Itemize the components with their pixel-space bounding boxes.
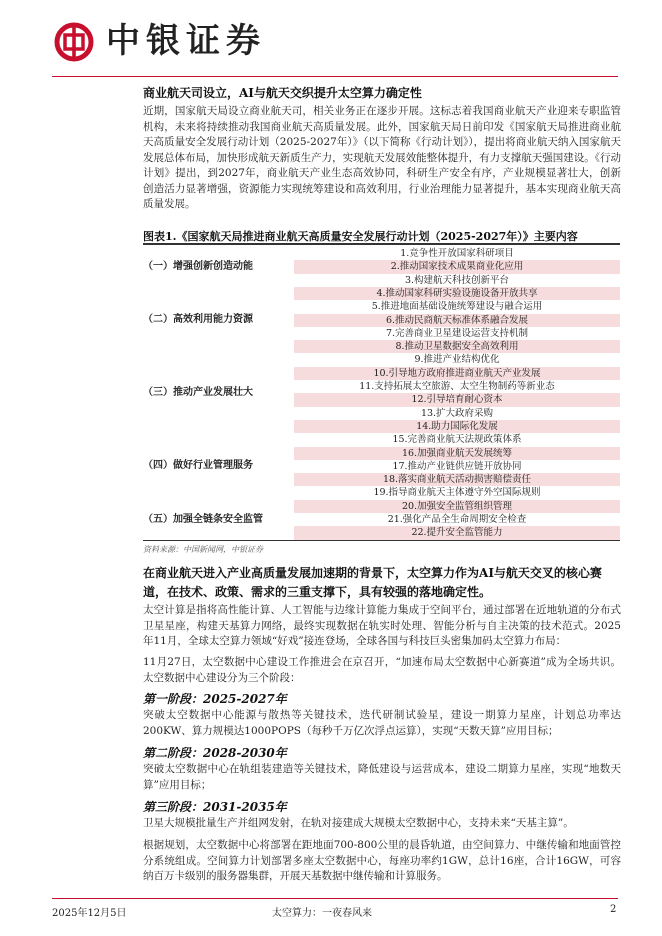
page-header [0,0,662,80]
table-row: 16.加强商业航天发展统筹 [294,447,620,460]
table-row: 4.推动国家科研实验设施设备开放共享 [294,287,620,300]
table-row: 10.引导地方政府推进商业航天产业发展 [294,367,620,380]
table-row: 3.构建航天科技创新平台 [404,274,510,286]
table-row: 6.推动民商航天标准体系融合发展 [294,314,620,327]
stage-text: 突破太空数据中心在轨组装建造等关键技术，降低建设与运营成本，建设二期算力星座，实现“地数天算”应用目标； [143,763,621,791]
stage-title: 第三阶段：2031-2035年 [143,800,287,814]
table-row: 9.推进产业结构优化 [414,354,500,366]
table-row: 13.扩大政府采购 [420,407,494,419]
intro-paragraph: 近期，国家航天局设立商业航天司，相关业务正在逐步开展。这标志着我国商业航天产业迎来专职监管机构，未来将持续推动我国商业航天高质量发展。此外，国家航天局日前印发《国家航天局推进商业航天高质量安全发展行动计划（2025-2027年）》（以下简称《行动计划》），提出将商业航天纳入国家航天发展总体布局，加快形成航天新质生产力，实现航天发展效能整体提升，有力支撑航天强国建设。《行动计划》提出，到2027年，商业航天产业生态高效协同，科研生产安全有序，产业规模显著壮大，创新创造活力显著增强，资源能力实现统筹建设和高效利用，行业治理能力显著提升，基本实现商业航天高质量发展。 [143,105,621,210]
figure-source: 资料来源：中国新闻网，中银证券 [143,545,263,554]
table-row: 14.助力国际化发展 [294,420,620,433]
table-row: 22.提升安全监管能力 [294,526,620,539]
body-paragraph: 太空计算是指将高性能计算、人工智能与边缘计算能力集成于空间平台，通过部署在近地轨道的分布式卫星星座，构建天基算力网络，最终实现数据在轨实时处理、智能分析与自主决策的技术范式。2025年11月，全球太空算力领域“好戏”接连登场，全球各国与科技巨头密集加码太空算力布局： [143,604,621,647]
stage-text: 突破太空数据中心能源与散热等关键技术，迭代研制试验星，建设一期算力星座，计划总功率达200KW、算力规模达1000POPS（每秒千万亿次浮点运算），实现“天数天算”应用目标； [143,709,621,737]
table-row: 19.指导商业航天主体遵守外空国际规则 [373,487,541,499]
table-row: 18.落实商业航天活动损害赔偿责任 [294,473,620,486]
table-row: 2.推动国家技术成果商业化应用 [294,260,620,273]
table-category: （一）增强创新创造动能 [143,260,253,272]
page-number: 2 [610,904,617,915]
header-rule [52,76,618,77]
stage-title: 第一阶段：2025-2027年 [143,692,287,706]
table-row: 17.推动产业链供应链开放协同 [392,460,522,472]
section-heading-2: 在商业航天进入产业高质量发展加速期的背景下，太空算力作为AI与航天交叉的核心赛道，在技术、政策、需求的三重支撑下，具有较强的落地确定性。 [143,566,602,599]
table-row: 20.加强安全监管组织管理 [294,500,620,513]
table-row: 15.完善商业航天法规政策体系 [392,434,522,446]
footer-date: 2025年12月5日 [52,908,127,919]
body-paragraph: 根据规划，太空数据中心将部署在距地面700-800公里的晨昏轨道，由空间算力、中继传输和地面管控分系统组成。空间算力计划部署多座太空数据中心，每座功率约1GW，总计16座，合计16GW，可容纳百万卡级别的服务器集群，开展天基数据中继传输和计算服务。 [143,839,621,882]
figure-bottom-rule [143,540,620,541]
stage-text: 卫星大规模批量生产并组网发射，在轨对接建成大规模太空数据中心，支持未来“天基主算”。 [143,817,574,829]
table-category: （三）推动产业发展壮大 [143,387,253,399]
figure-top-rule [143,243,620,245]
figure-title: 图表1.《国家航天局推进商业航天高质量安全发展行动计划（2025-2027年）》主要内容 [143,230,578,243]
table-category: （四）做好行业管理服务 [143,460,253,472]
table-category: （二）高效利用能力资源 [143,314,253,326]
brand-name: 中银证券 [106,21,266,61]
bank-of-china-logo-icon [54,22,94,62]
footer-rule [52,898,618,899]
stage-title: 第二阶段：2028-2030年 [143,746,287,760]
table-category: （五）加强全链条安全监管 [143,513,263,525]
body-paragraph: 11月27日，太空数据中心建设工作推进会在京召开，“加速布局太空数据中心新赛道”成为全场共识。太空数据中心建设分为三个阶段： [143,656,621,684]
table-row: 21.强化产品全生命周期安全检查 [387,514,527,525]
table-row: 12.引导培育耐心资本 [294,393,620,406]
table-row: 8.推动卫星数据安全高效利用 [294,340,620,353]
footer-title: 太空算力：一夜春风来 [272,908,372,919]
table-row: 5.推进地面基础设施统筹建设与融合运用 [371,301,543,313]
table-row: 11.支持拓展太空旅游、太空生物制药等新业态 [359,381,555,392]
table-row: 7.完善商业卫星建设运营支持机制 [385,327,529,339]
table-row: 1.竞争性开放国家科研项目 [400,248,514,259]
section-heading: 商业航天司设立，AI与航天交织提升太空算力确定性 [143,86,422,100]
